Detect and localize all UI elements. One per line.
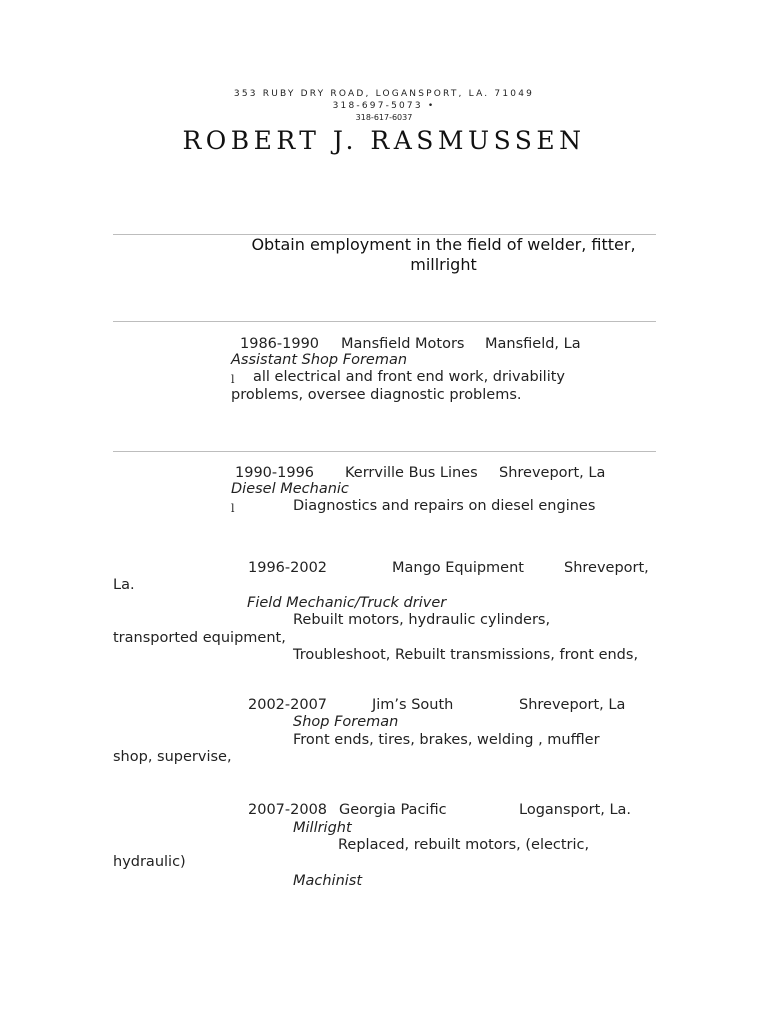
- job-years: 1986-1990: [240, 336, 320, 352]
- job-title: Field Mechanic/Truck driver: [247, 595, 447, 611]
- phone-secondary: 318-617-6037: [355, 113, 413, 122]
- address: 353 RUBY DRY ROAD, LOGANSPORT, LA. 71049: [233, 89, 535, 99]
- job-title: Diesel Mechanic: [231, 481, 349, 497]
- objective-text: Obtain employment in the field of welder, fitter, millright: [251, 235, 636, 274]
- job-description: hydraulic): [113, 854, 186, 870]
- job-description: Front ends, tires, brakes, welding , muffler: [293, 732, 600, 748]
- job-years: 2002-2007: [248, 697, 328, 713]
- job-description: Replaced, rebuilt motors, (electric,: [338, 837, 590, 853]
- job-location: Shreveport, La: [499, 465, 606, 481]
- bullet-icon: l: [231, 502, 235, 515]
- job-description: Diagnostics and repairs on diesel engines: [293, 498, 596, 514]
- job-company: Mango Equipment: [392, 560, 524, 576]
- job-location: Shreveport, La: [519, 697, 626, 713]
- section-divider: [113, 321, 656, 322]
- job-company: Jim’s South: [372, 697, 454, 713]
- job-years: 2007-2008: [248, 802, 328, 818]
- job-location: Logansport, La.: [519, 802, 632, 818]
- job-location: Shreveport,: [564, 560, 649, 576]
- job-location: Mansfield, La: [485, 336, 581, 352]
- job-title: Assistant Shop Foreman: [231, 352, 408, 368]
- job-description: Rebuilt motors, hydraulic cylinders,: [293, 612, 551, 628]
- job-company: Kerrville Bus Lines: [345, 465, 478, 481]
- job-location: La.: [113, 577, 135, 593]
- job-description: Troubleshoot, Rebuilt transmissions, front ends,: [293, 647, 639, 663]
- bullet-icon: l: [231, 373, 235, 386]
- job-title: Shop Foreman: [293, 714, 399, 730]
- job-company: Mansfield Motors: [341, 336, 465, 352]
- job-description: all electrical and front end work, drivability: [253, 369, 566, 385]
- job-company: Georgia Pacific: [339, 802, 447, 818]
- job-years: 1996-2002: [248, 560, 328, 576]
- applicant-name: ROBERT J. RASMUSSEN: [182, 126, 586, 155]
- section-divider: [113, 451, 656, 452]
- job-description: problems, oversee diagnostic problems.: [231, 387, 522, 403]
- job-title: Millright: [293, 820, 352, 836]
- job-description: shop, supervise,: [113, 749, 232, 765]
- phone-primary: 318-697-5073 •: [332, 101, 436, 111]
- job-description: transported equipment,: [113, 630, 286, 646]
- job-title: Machinist: [293, 873, 363, 889]
- job-years: 1990-1996: [235, 465, 315, 481]
